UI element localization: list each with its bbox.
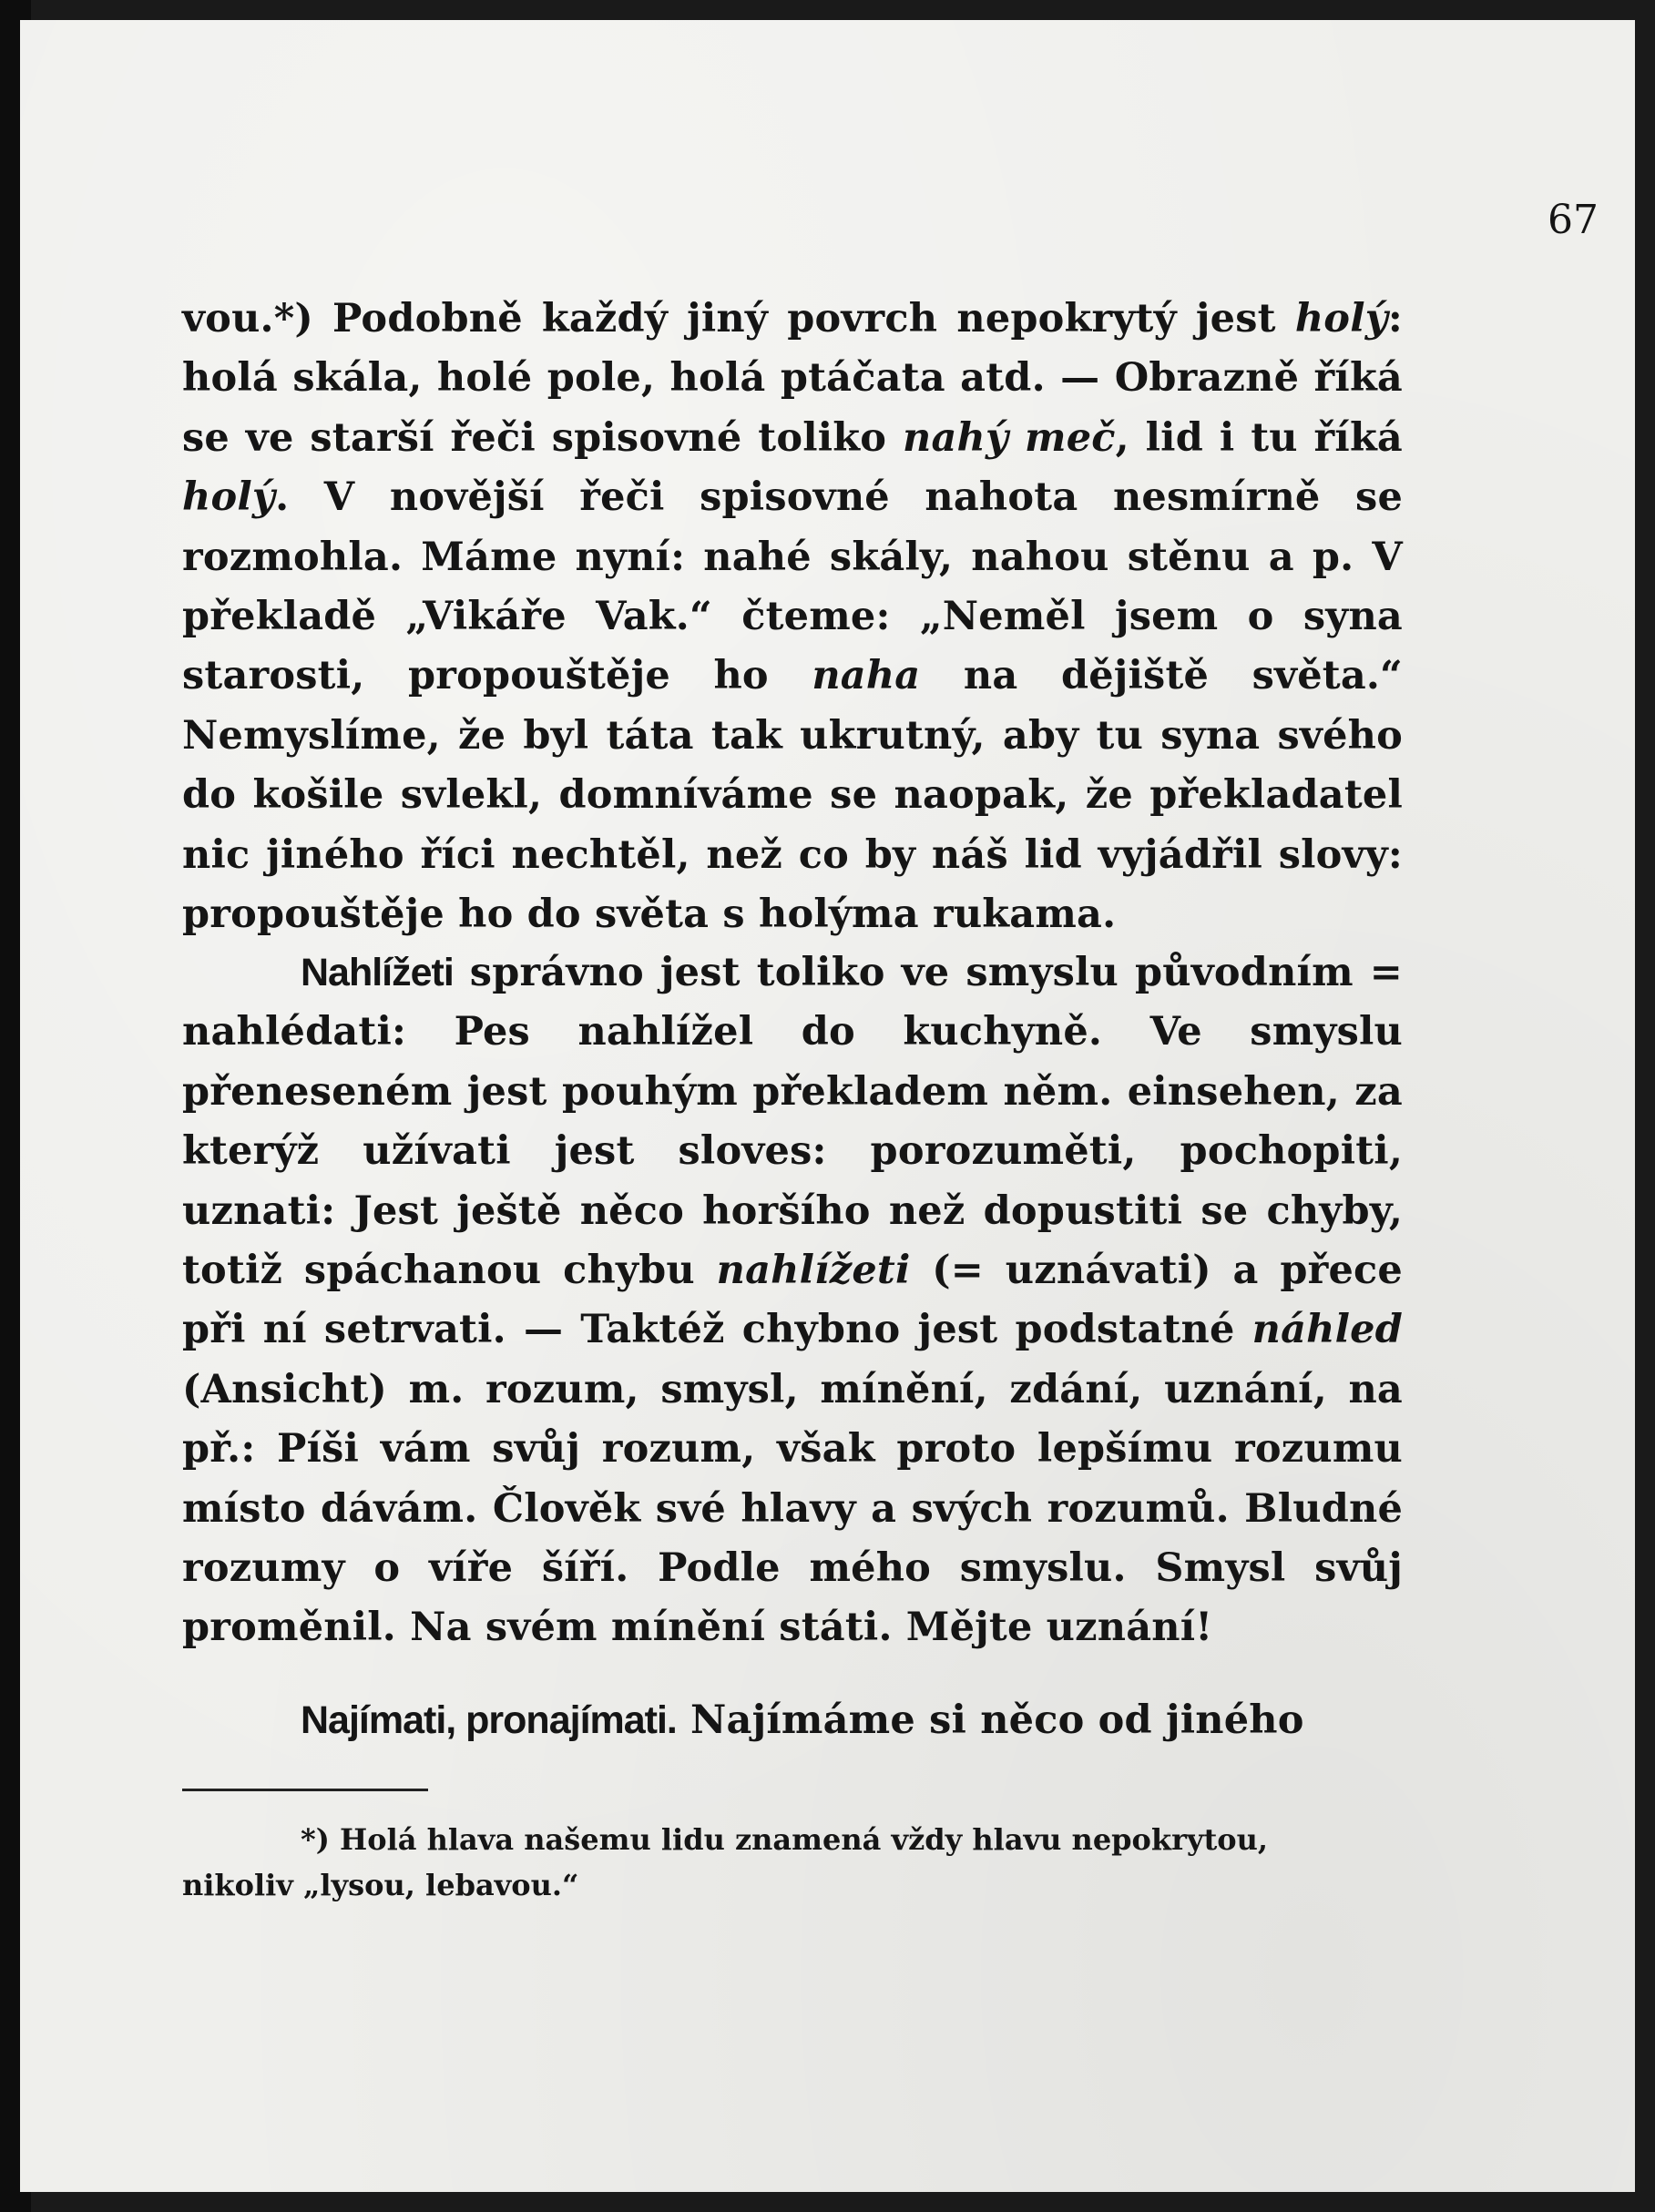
text-run: : holá skála, holé pole, holá ptáčata atd. — Obrazně říká se ve starší řeči spisovné toliko xyxy=(182,296,1403,461)
body-text xyxy=(182,290,1403,1750)
emphasis: naha xyxy=(812,653,921,699)
footnote xyxy=(182,1817,1403,1908)
text-run: (= uznávati) a přece při ní setrvati. — Taktéž chybno jest podstatné xyxy=(182,1248,1403,1353)
entry-term: Najímati, pronajímati. xyxy=(301,1697,677,1742)
paragraph-najimati xyxy=(182,1691,1403,1750)
text-run: správno jest toliko ve smyslu původním = nahlédati: Pes nahlížel do kuchyně. Ve smyslu přeneseném jest pouhým překladem něm. einsehen, za kterýž užívati jest sloves: porozuměti, pochopiti, uznati: Jest ještě něco horšího než dopustiti se chyby, totiž spáchanou chybu xyxy=(182,950,1403,1294)
emphasis: náhled xyxy=(1251,1307,1403,1353)
text-run: (Ansicht) m. rozum, smysl, mínění, zdání, uznání, na př.: Píši vám svůj rozum, však proto lepšímu rozumu místo dávám. Člověk své hlavy a svých rozumů. Bludné rozumy o víře šíří. Podle mého smyslu. Smysl svůj proměnil. Na svém mínění státi. Mějte uznání! xyxy=(182,1366,1403,1651)
text-run: , lid i tu říká xyxy=(1115,414,1403,461)
text-run: Najímáme si něco od jiného xyxy=(676,1697,1304,1743)
text-run: . V novější řeči spisovné nahota nesmírně se rozmohla. Máme nyní: nahé skály, nahou stěnu a p. V překladě „Vikáře Vak.“ čteme: „Neměl jsem o syna starosti, propouštěje ho xyxy=(182,474,1403,699)
footnote-divider xyxy=(182,1789,428,1791)
entry-term: Nahlížeti xyxy=(301,951,454,994)
paragraph-nahlizeti xyxy=(182,943,1403,1658)
paragraph-holy xyxy=(182,290,1403,943)
emphasis: nahý meč xyxy=(902,414,1116,461)
footnote-line: nikoliv „lysou, lebavou.“ xyxy=(182,1868,579,1902)
emphasis: holý xyxy=(1294,296,1388,341)
text-run: vou.*) Podobně každý jiný povrch nepokrytý jest xyxy=(182,296,1295,341)
page-number: 67 xyxy=(1548,197,1599,243)
emphasis: holý xyxy=(182,474,276,521)
emphasis: nahlížeti xyxy=(716,1248,911,1294)
footnote-line: *) Holá hlava našemu lidu znamená vždy hlavu nepokrytou, xyxy=(301,1822,1269,1857)
text-run: na dějiště světa.“ Nemyslíme, že byl táta tak ukrutný, aby tu syna svého do košile svlekl, domníváme se naopak, že překladatel nic jiného říci nechtěl, než co by náš lid vyjádřil slovy: propouštěje ho do světa s holýma rukama. xyxy=(182,653,1403,938)
